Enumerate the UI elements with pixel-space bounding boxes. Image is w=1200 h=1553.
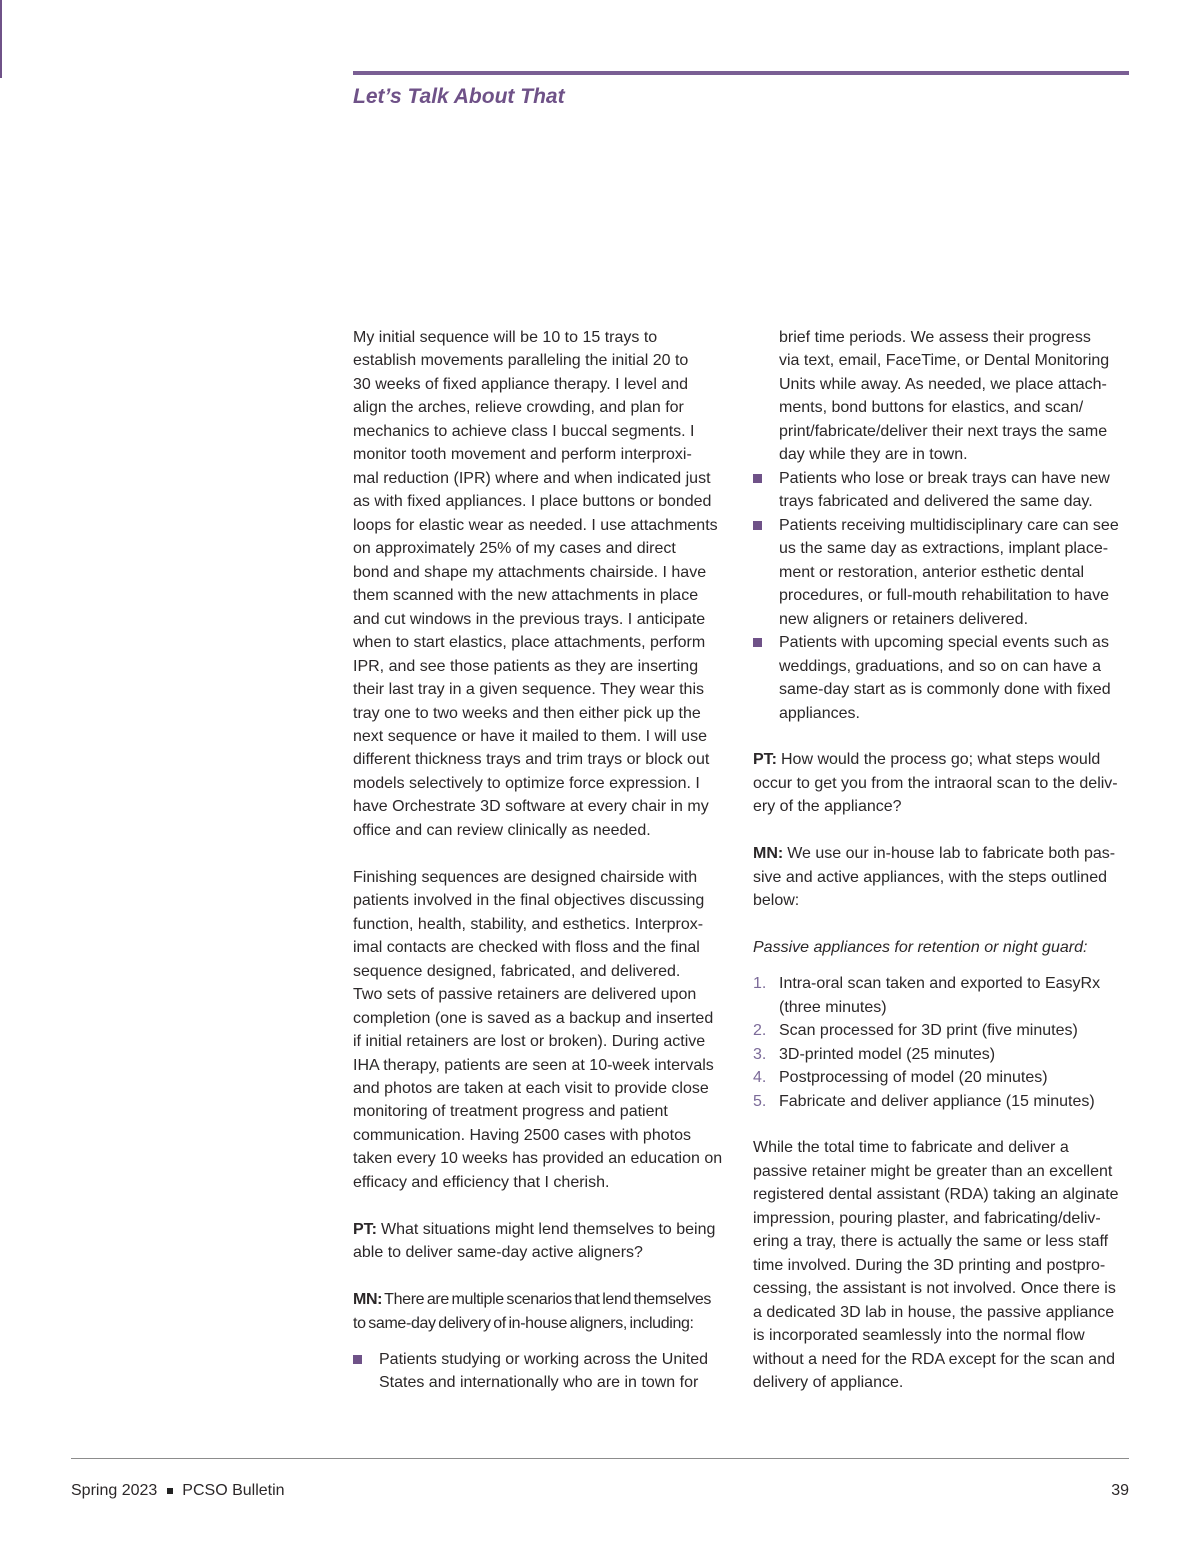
step-item bbox=[753, 1066, 1129, 1089]
answer-paragraph bbox=[353, 1288, 729, 1335]
body-text-line: is incorporated seamlessly into the normal flow bbox=[753, 1327, 1085, 1345]
body-paragraph bbox=[353, 326, 729, 842]
step-number: 2. bbox=[753, 1022, 767, 1040]
answer-first-line bbox=[753, 842, 1129, 865]
section-title: Let’s Talk About That bbox=[353, 85, 565, 108]
body-paragraph bbox=[753, 1136, 1129, 1394]
question-first-line bbox=[353, 1218, 729, 1241]
body-text-line: IHA therapy, patients are seen at 10-week intervals bbox=[353, 1056, 714, 1074]
body-text-line: cessing, the assistant is not involved. Once there is bbox=[753, 1280, 1116, 1298]
header-rule bbox=[353, 71, 1129, 75]
question-paragraph bbox=[353, 1218, 729, 1265]
body-text-line: ering a tray, there is actually the same or less staff bbox=[753, 1233, 1109, 1251]
numbered-steps bbox=[753, 972, 1129, 1113]
question-text: How would the process go; what steps would bbox=[781, 751, 1101, 769]
body-text-line: completion (one is saved as a backup and inserted bbox=[353, 1009, 714, 1027]
question-text-line: occur to get you from the intraoral scan to the deliv- bbox=[753, 774, 1118, 792]
body-text-line: them scanned with the new attachments in place bbox=[353, 587, 699, 605]
step-text-line: Scan processed for 3D print (five minutes) bbox=[779, 1022, 1078, 1040]
bullet-list bbox=[353, 1348, 729, 1395]
step-item bbox=[753, 972, 1129, 1019]
step-text-line: Postprocessing of model (20 minutes) bbox=[779, 1069, 1048, 1087]
body-text-line: communication. Having 2500 cases with photos bbox=[353, 1126, 691, 1144]
body-text-line: time involved. During the 3D printing and postpro- bbox=[753, 1256, 1106, 1274]
bullet-text-line: Patients studying or working across the United bbox=[379, 1350, 709, 1368]
bullet-text-line: ment or restoration, anterior esthetic dental bbox=[779, 563, 1085, 581]
step-text-line: 3D-printed model (25 minutes) bbox=[779, 1045, 996, 1063]
bullet-text-line: Units while away. As needed, we place attach- bbox=[779, 375, 1107, 393]
body-text-line: Finishing sequences are designed chairside with bbox=[353, 868, 698, 886]
speaker-label: PT: bbox=[353, 1220, 377, 1238]
bullet-text-line: ments, bond buttons for elastics, and scan/ bbox=[779, 399, 1084, 417]
bullet-text-line: Patients with upcoming special events such as bbox=[779, 634, 1109, 652]
body-text-line: passive retainer might be greater than an excellent bbox=[753, 1162, 1113, 1180]
body-text-line: different thickness trays and trim trays or block out bbox=[353, 751, 710, 769]
step-text bbox=[779, 1090, 1129, 1113]
body-text-line: efficacy and efficiency that I cherish. bbox=[353, 1173, 610, 1191]
body-text-line: patients involved in the final objectives discussing bbox=[353, 892, 705, 910]
bullet-text bbox=[779, 326, 1129, 467]
body-text-line: on approximately 25% of my cases and direct bbox=[353, 540, 676, 558]
body-text-line: mechanics to achieve class I buccal segments. I bbox=[353, 422, 695, 440]
steps-heading-paragraph bbox=[753, 936, 1129, 959]
body-text-line: models selectively to optimize force expression. I bbox=[353, 774, 700, 792]
body-text-line: their last tray in a given sequence. They wear this bbox=[353, 681, 704, 699]
bullet-text-line: weddings, graduations, and so on can have a bbox=[779, 657, 1102, 675]
step-item bbox=[753, 1019, 1129, 1042]
body-text-line: align the arches, relieve crowding, and plan for bbox=[353, 399, 684, 417]
body-text-line: Two sets of passive retainers are delivered upon bbox=[353, 986, 697, 1004]
bullet-text-line: procedures, or full-mouth rehabilitation to have bbox=[779, 587, 1109, 605]
footer-rule bbox=[71, 1458, 1129, 1459]
body-text-line: impression, pouring plaster, and fabricating/deliv- bbox=[753, 1209, 1101, 1227]
step-number: 5. bbox=[753, 1092, 767, 1110]
step-text bbox=[779, 972, 1129, 1019]
bullet-item bbox=[753, 631, 1129, 725]
left-column bbox=[353, 326, 729, 1418]
bullet-text-line: new aligners or retainers delivered. bbox=[779, 610, 1029, 628]
body-text-line: My initial sequence will be 10 to 15 trays to bbox=[353, 329, 658, 346]
body-text-line: as with fixed appliances. I place buttons or bonded bbox=[353, 493, 712, 511]
body-text-line: monitoring of treatment progress and patient bbox=[353, 1103, 668, 1121]
bullet-text-line: via text, email, FaceTime, or Dental Monitoring bbox=[779, 352, 1110, 370]
step-text-line: (three minutes) bbox=[779, 998, 887, 1016]
bullet-text-line: us the same day as extractions, implant place- bbox=[779, 540, 1109, 558]
body-text-line: IPR, and see those patients as they are inserting bbox=[353, 657, 699, 675]
question-continuation bbox=[353, 1241, 729, 1264]
square-bullet-icon bbox=[753, 521, 762, 530]
bullet-text-line: brief time periods. We assess their progress bbox=[779, 329, 1091, 346]
question-continuation bbox=[753, 772, 1129, 819]
speaker-label: PT: bbox=[753, 751, 777, 769]
question-text-line: ery of the appliance? bbox=[753, 798, 902, 816]
step-number: 3. bbox=[753, 1045, 767, 1063]
footer-issue: Spring 2023 bbox=[71, 1482, 158, 1499]
bullet-list bbox=[753, 326, 1129, 725]
bullet-text bbox=[779, 631, 1129, 725]
speaker-label: MN: bbox=[353, 1291, 383, 1309]
question-first-line bbox=[753, 748, 1129, 771]
body-text-line: 30 weeks of fixed appliance therapy. I level and bbox=[353, 375, 689, 393]
footer-issue-line bbox=[71, 1481, 285, 1501]
answer-continuation bbox=[353, 1312, 729, 1335]
step-text-line: Intra-oral scan taken and exported to EasyRx bbox=[779, 975, 1101, 993]
answer-text: There are multiple scenarios that lend themselves bbox=[384, 1291, 712, 1309]
square-bullet-icon bbox=[753, 474, 762, 483]
step-text-line: Fabricate and deliver appliance (15 minutes) bbox=[779, 1092, 1095, 1110]
bullet-text-line: same-day start as is commonly done with fixed bbox=[779, 681, 1111, 699]
answer-text-line: to same-day delivery of in-house aligners, including: bbox=[353, 1314, 694, 1332]
bullet-text-line: appliances. bbox=[779, 704, 860, 722]
page-number: 39 bbox=[1111, 1482, 1129, 1499]
body-text-line: function, health, stability, and esthetics. Interprox- bbox=[353, 915, 704, 933]
answer-text-line: below: bbox=[753, 892, 800, 910]
corner-accent-line bbox=[0, 0, 2, 78]
step-number: 4. bbox=[753, 1069, 767, 1087]
body-text-line: and cut windows in the previous trays. I anticipate bbox=[353, 610, 706, 628]
body-text-line: imal contacts are checked with floss and the final bbox=[353, 939, 700, 957]
body-text-line: without a need for the RDA except for the scan and bbox=[753, 1350, 1115, 1368]
bullet-text-line: day while they are in town. bbox=[779, 446, 968, 464]
bullet-continuation bbox=[753, 326, 1129, 467]
bullet-text bbox=[779, 514, 1129, 631]
right-column bbox=[753, 326, 1129, 1418]
answer-text: We use our in-house lab to fabricate both pas- bbox=[787, 845, 1116, 863]
answer-continuation bbox=[753, 866, 1129, 913]
bullet-item bbox=[753, 467, 1129, 514]
step-text bbox=[779, 1043, 1129, 1066]
step-text bbox=[779, 1066, 1129, 1089]
bullet-text-line: Patients receiving multidisciplinary care can see bbox=[779, 516, 1119, 534]
question-text: What situations might lend themselves to being bbox=[381, 1220, 716, 1238]
bullet-text-line: print/fabricate/deliver their next trays the same bbox=[779, 422, 1108, 440]
answer-text-line: sive and active appliances, with the steps outlined bbox=[753, 868, 1107, 886]
bullet-text-line: States and internationally who are in town for bbox=[379, 1374, 699, 1392]
body-text-line: office and can review clinically as needed. bbox=[353, 821, 651, 839]
body-text-line: mal reduction (IPR) where and when indicated just bbox=[353, 469, 711, 487]
step-text bbox=[779, 1019, 1129, 1042]
step-item bbox=[753, 1090, 1129, 1113]
step-item bbox=[753, 1043, 1129, 1066]
body-text-line: if initial retainers are lost or broken). During active bbox=[353, 1033, 706, 1051]
bullet-text-line: Patients who lose or break trays can have new bbox=[779, 469, 1110, 487]
footer-publication: PCSO Bulletin bbox=[182, 1482, 285, 1499]
square-separator-icon bbox=[167, 1488, 173, 1494]
speaker-label: MN: bbox=[753, 845, 784, 863]
body-text-line: taken every 10 weeks has provided an education on bbox=[353, 1150, 723, 1168]
bullet-item bbox=[753, 514, 1129, 631]
bullet-text bbox=[379, 1348, 729, 1395]
bullet-text bbox=[779, 467, 1129, 514]
body-text-line: next sequence or have it mailed to them. I will use bbox=[353, 727, 707, 745]
step-number: 1. bbox=[753, 975, 767, 993]
body-text-line: delivery of appliance. bbox=[753, 1374, 904, 1392]
body-text-line: registered dental assistant (RDA) taking an alginate bbox=[753, 1186, 1119, 1204]
square-bullet-icon bbox=[753, 638, 762, 647]
question-text-line: able to deliver same-day active aligners? bbox=[353, 1244, 643, 1262]
bullet-text-line: trays fabricated and delivered the same day. bbox=[779, 493, 1093, 511]
square-bullet-icon bbox=[353, 1355, 362, 1364]
body-text-line: have Orchestrate 3D software at every chair in my bbox=[353, 798, 709, 816]
body-text-line: monitor tooth movement and perform interproxi- bbox=[353, 446, 692, 464]
steps-heading: Passive appliances for retention or night guard: bbox=[753, 939, 1088, 957]
body-text-line: loops for elastic wear as needed. I use attachments bbox=[353, 516, 718, 534]
body-text-line: tray one to two weeks and then either pick up the bbox=[353, 704, 701, 722]
body-text-line: establish movements paralleling the initial 20 to bbox=[353, 352, 689, 370]
body-text-line: and photos are taken at each visit to provide close bbox=[353, 1080, 709, 1097]
body-text-line: when to start elastics, place attachments, perform bbox=[353, 634, 706, 652]
body-text-line: bond and shape my attachments chairside. I have bbox=[353, 563, 707, 581]
question-paragraph bbox=[753, 748, 1129, 818]
bullet-item bbox=[353, 1348, 729, 1395]
body-text-line: a dedicated 3D lab in house, the passive appliance bbox=[753, 1303, 1115, 1321]
answer-paragraph bbox=[753, 842, 1129, 912]
body-paragraph bbox=[353, 866, 729, 1195]
answer-first-line bbox=[353, 1288, 729, 1311]
body-text-line: sequence designed, fabricated, and delivered. bbox=[353, 962, 681, 980]
body-text-line: While the total time to fabricate and deliver a bbox=[753, 1139, 1069, 1157]
